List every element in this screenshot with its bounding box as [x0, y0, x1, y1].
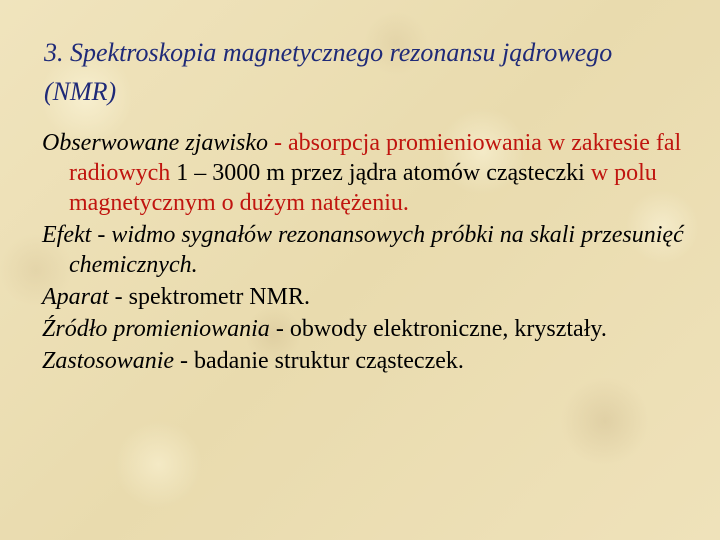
- separator: -: [269, 316, 290, 342]
- effect-description: widmo sygnałów rezonansowych próbki na skali przesunięć chemicznych.: [69, 222, 684, 278]
- apparatus-description: spektrometr NMR.: [128, 284, 310, 310]
- list-item-apparatus: [42, 282, 692, 312]
- term-radiation-source: Źródło promieniowania: [42, 316, 270, 342]
- slide-content-list: [42, 128, 692, 378]
- phenomenon-absorption-text: absorpcja promieniowania w zakresie fal radiowych: [69, 130, 682, 186]
- list-item-effect: [42, 220, 692, 280]
- separator: -: [91, 222, 112, 248]
- list-item-application: [42, 346, 692, 376]
- magnetic-field-text: w polu magnetycznym o dużym natężeniu.: [69, 160, 657, 216]
- separator: -: [108, 284, 129, 310]
- list-item-observed-phenomenon: [42, 128, 692, 218]
- separator: -: [174, 348, 195, 374]
- list-item-radiation-source: [42, 314, 692, 344]
- radiation-source-description: obwody elektroniczne, kryształy.: [289, 316, 607, 342]
- term-effect: Efekt: [42, 222, 92, 248]
- term-apparatus: Aparat: [42, 284, 109, 310]
- separator: -: [268, 130, 289, 156]
- term-application: Zastosowanie: [42, 348, 175, 374]
- application-description: badanie struktur cząsteczek.: [194, 348, 464, 374]
- slide-title: 3. Spektroskopia magnetycznego rezonansu jądrowego (NMR): [44, 38, 613, 106]
- term-observed-phenomenon: Obserwowane zjawisko: [42, 130, 269, 156]
- wavelength-range-text: 1 – 3000 m przez jądra atomów cząsteczki: [170, 160, 591, 186]
